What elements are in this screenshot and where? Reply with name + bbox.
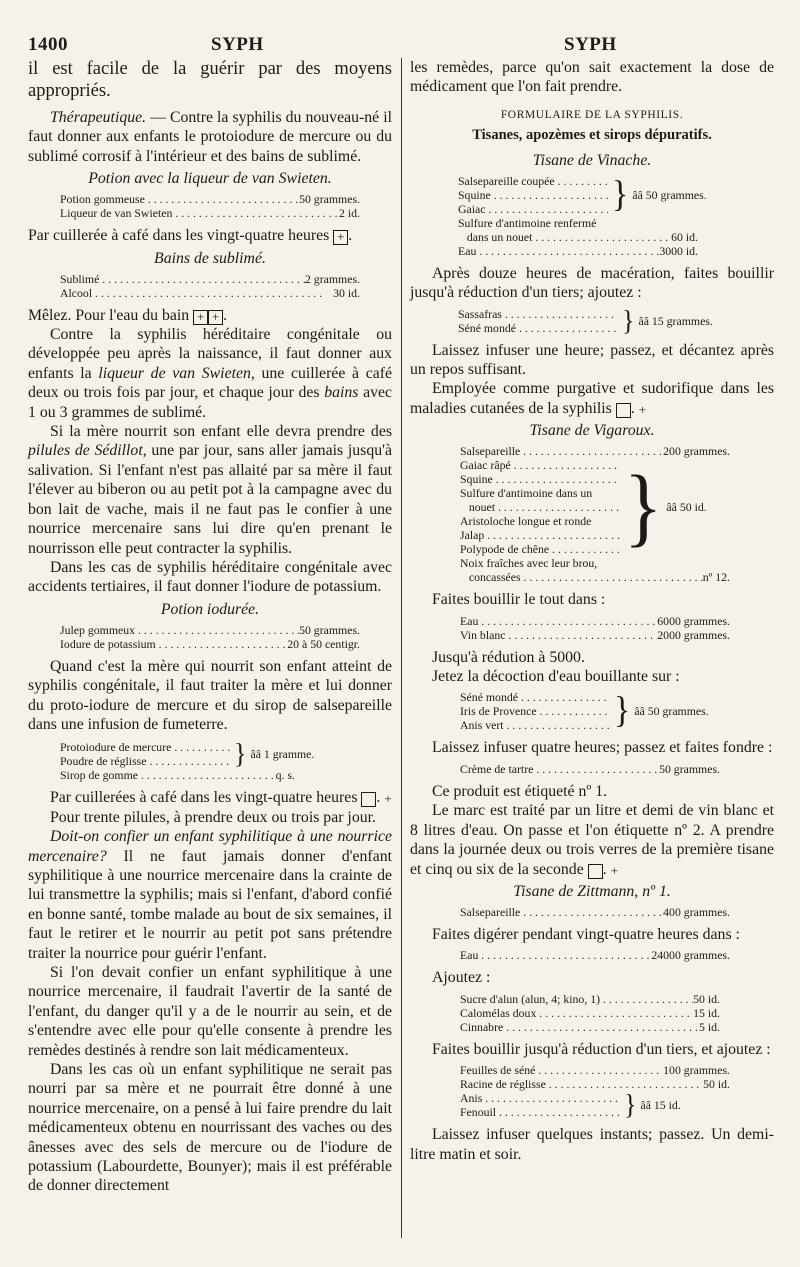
recipe-group [458, 304, 758, 337]
page-number: 1400 [28, 34, 68, 55]
ingredient-name: Sassafras . . . [458, 307, 618, 321]
ingredient-name: Vin blanc . . . [460, 628, 657, 642]
ingredient-qty: ââ 50 id. [666, 500, 707, 515]
ingredient-name: Salsepareille . . . [460, 444, 663, 458]
recipe-group [60, 737, 360, 770]
paragraph [28, 422, 392, 558]
text-run: Contre la syphilis héréditaire congénitale ou développée peu après la naissance, il faut donner aux enfants la [28, 326, 392, 382]
ingredient-qty: 2 id. [339, 206, 360, 221]
text-run: avec 1 ou 3 grammes de sublimé. [28, 384, 393, 421]
paragraph-text: — Contre la syphilis du nouveau-né il faut donner aux enfants le protoiodure de mercure ou du sublimé corrosif à l'intérieur et des bains de sublimé. [28, 109, 392, 165]
right-column [410, 58, 774, 1164]
section-label: Thérapeutique. [50, 109, 147, 126]
recipe-group [458, 174, 718, 216]
recipe-row [460, 992, 720, 1006]
ingredient-qty: 6000 grammes. [657, 613, 730, 628]
ingredient-name: Jalap . . . [460, 528, 620, 542]
recipe-row [460, 905, 730, 919]
recipe-title: Bains de sublimé. [154, 249, 266, 267]
recipe-row [460, 570, 730, 584]
paragraph: Le marc est traité par un litre et demi de vin blanc et 8 litres d'eau. On passe et l'on étiquette nº 2. A prendre dans la journée deux ou trois verres de la première tisane et cinq ou six de la seconde +. [410, 802, 774, 878]
running-header [28, 34, 772, 60]
recipe-row [460, 628, 730, 642]
ingredient-name: Séné mondé . . . [458, 321, 618, 335]
brace: } [624, 458, 663, 556]
ingredient-name: Julep gommeux . . . [60, 623, 299, 637]
ingredient-qty: 24000 grammes. [651, 948, 730, 963]
ingredient-qty: 5 id. [699, 1019, 720, 1034]
ingredient-name: Sublimé . . . [60, 272, 305, 286]
ingredient-name: Sulfure d'antimoine renfermé [458, 215, 597, 230]
paragraph: Dans les cas où un enfant syphilitique ne serait pas nourri par sa mère et ne pourrait être donné à une nourrice mercenaire, on a pensé à lui faire prendre du lait médicamenteux obtenu en nourrissant des vaches ou des ânesses avec des sels de mercure ou de l'iodure de potassium (Labourdette, Bounyer); mais il est préférable de donner directement [28, 1061, 392, 1195]
recipe-row [60, 623, 360, 637]
plus-box-icon: + [361, 792, 376, 807]
ingredient-name: Fenouil . . . [460, 1105, 620, 1119]
paragraph: Jusqu'à rédution à 5000. [432, 648, 585, 666]
recipe-row [458, 202, 608, 216]
recipe-row [60, 768, 295, 782]
ingredient-qty: 100 grammes. [663, 1063, 730, 1078]
ingredient-name: Anis . . . [460, 1091, 620, 1105]
paragraph: Laissez infuser quatre heures; passez et faites fondre : [432, 739, 773, 757]
recipe-row [460, 1105, 620, 1119]
ingredient-qty: 60 id. [671, 229, 698, 244]
recipe-list [458, 304, 758, 337]
recipe-row [458, 307, 618, 321]
recipe-title: Potion avec la liqueur de van Swieten. [88, 170, 332, 188]
recipe-title: Tisane de Vinache. [532, 151, 652, 169]
ingredient-qty: ââ 15 grammes. [638, 313, 713, 328]
paragraph: Après douze heures de macération, faites bouillir jusqu'à réduction d'un tiers; ajoutez : [410, 264, 774, 302]
recipe-row [460, 1006, 720, 1020]
ingredient-qty: q. s. [275, 768, 295, 783]
ingredient-name: Sulfure d'antimoine dans un [460, 486, 593, 501]
recipe-row [60, 272, 360, 286]
paragraph: les remèdes, parce qu'on sait exactement la dose de médicament que l'on fait prendre. [410, 59, 774, 96]
ingredient-name: Squine . . . [460, 472, 620, 486]
ingredient-qty: 50 grammes. [299, 622, 360, 637]
recipe-row [458, 230, 698, 244]
ingredient-qty: 2000 grammes. [657, 627, 730, 642]
recipe-row [460, 500, 620, 514]
paragraph: Employée comme purgative et sudorifique dans les maladies cutanées de la syphilis +. [410, 380, 774, 417]
recipe-row [460, 472, 620, 486]
paragraph: Dans les cas de syphilis héréditaire congénitale avec accidents tertiaires, il faut donner l'iodure de potassium. [28, 558, 392, 596]
paragraph-text: Par cuillerées à café dans les vingt-quatre heures [50, 789, 358, 807]
plus-box-icon: + [333, 230, 348, 245]
brace: } [624, 1088, 637, 1121]
paragraph: Par cuillerées à café dans les vingt-quatre heures +. [50, 789, 392, 807]
ingredient-name: Iodure de potassium . . . [60, 637, 287, 651]
paragraph: Faites digérer pendant vingt-quatre heures dans : [432, 925, 740, 943]
recipe-row [458, 321, 618, 335]
paragraph: il est facile de la guérir par des moyens appropriés. [28, 59, 392, 101]
recipe-row [460, 444, 730, 458]
recipe-row [460, 458, 620, 472]
ingredient-qty: 15 id. [693, 1005, 720, 1020]
recipe-list [460, 762, 720, 776]
ingredient-qty: ââ 1 gramme. [250, 747, 315, 762]
recipe-list [60, 192, 360, 220]
recipe-list [60, 623, 360, 651]
section-heading: FORMULAIRE DE LA SYPHILIS. [500, 108, 684, 121]
ingredient-name: Squine . . . [458, 188, 608, 202]
ingredient-name: Poudre de réglisse . . . [60, 754, 230, 768]
brace: } [612, 173, 629, 215]
ingredient-qty: ââ 50 grammes. [634, 704, 709, 719]
ingredient-qty: 50 grammes. [659, 761, 720, 776]
ingredient-qty: 50 id. [703, 1077, 730, 1092]
recipe-list [460, 1063, 730, 1119]
paragraph [28, 325, 392, 422]
ingredient-qty: 200 grammes. [663, 444, 730, 459]
recipe-row [60, 206, 360, 220]
text-run: , une par jour, sans aller jamais jusqu'à salivation. Si l'enfant n'est pas allaité par sa mère il faut l'élever au biberon ou au petit pot à la campagne avec du bon lait de vache, mais il ne faut pas le confier à une nourrice mercenaire sans lui dire qu'en prenant le nourrisson elle peut contracter la syphilis. [28, 442, 392, 557]
ingredient-name: Gaiac râpé . . . [460, 458, 620, 472]
ingredient-name: Salsepareille . . . [460, 905, 663, 919]
ingredient-qty: nº 12. [702, 570, 730, 585]
ingredient-name: Noix fraîches avec leur brou, [460, 556, 598, 571]
recipe-row [460, 1077, 730, 1091]
section-label: Doit-on confier un enfant syphilitique à une nourrice mercenaire? [28, 828, 392, 865]
paragraph: Faites bouillir jusqu'à réduction d'un tiers, et ajoutez : [432, 1040, 771, 1058]
ingredient-name: Sirop de gomme . . . [60, 768, 276, 782]
paragraph-text: Le marc est traité par un litre et demi de vin blanc et 8 litres d'eau. On passe et l'on étiquette nº 2. A prendre dans la journée deux ou trois verres de la première tisane et cinq ou six de la seconde [410, 802, 774, 878]
ingredient-qty: 2 grammes. [304, 271, 360, 286]
ingredient-name: Cinnabre . . . [460, 1020, 699, 1034]
ingredient-name: Anis vert . . . [460, 718, 610, 732]
column-divider [401, 58, 402, 1238]
left-running-title: SYPH [211, 34, 264, 55]
recipe-list [60, 737, 360, 783]
recipe-row [460, 528, 620, 542]
paragraph: Si l'on devait confier un enfant syphilitique à une nourrice mercenaire, il faudrait l'avertir de la santé de l'enfant, du danger qu'il y a de le nourrir au sein, et de s'entendre avec elle pour qu'elle consente à prendre les remèdes destinés à rendre son lait médicamenteux. [28, 964, 392, 1059]
ingredient-name: Polypode de chêne . . . [460, 542, 620, 556]
paragraph: Pour trente pilules, à prendre deux ou trois par jour. [50, 808, 376, 826]
ingredient-name: Iris de Provence . . . [460, 704, 610, 718]
brace: } [234, 737, 247, 770]
subsection-heading: Tisanes, apozèmes et sirops dépuratifs. [472, 126, 712, 143]
recipe-list [460, 444, 730, 584]
ingredient-qty: 30 id. [333, 285, 360, 300]
paragraph-text: Par cuillerée à café dans les vingt-quatre heures [28, 227, 330, 245]
ingredient-name: Liqueur de van Swieten . . . [60, 206, 339, 220]
ingredient-name: Racine de réglisse . . . [460, 1077, 703, 1091]
ingredient-name: dans un nouet . . . [458, 230, 671, 244]
recipe-title: Potion iodurée. [160, 600, 260, 618]
ingredient-name: Aristoloche longue et ronde [460, 514, 592, 529]
paragraph-text: Mêlez. Pour l'eau du bain [28, 306, 190, 324]
ingredient-qty: ââ 15 id. [640, 1098, 681, 1113]
paragraph: Ce produit est étiqueté nº 1. [432, 782, 608, 800]
plus-box-icon: + [588, 864, 603, 879]
recipe-row [460, 704, 610, 718]
ingredient-name: Alcool . . . [60, 286, 333, 300]
ingredient-name: Crème de tartre . . . [460, 762, 659, 776]
paragraph: Laissez infuser une heure; passez, et décantez après un repos suffisant. [410, 341, 774, 379]
recipe-row [458, 174, 608, 188]
recipe-list [460, 690, 760, 732]
recipe-row [460, 948, 730, 962]
ingredient-name: nouet . . . [460, 500, 620, 514]
ingredient-qty: 20 à 50 centigr. [287, 636, 360, 651]
recipe-row [460, 1091, 620, 1105]
recipe-row [60, 740, 230, 754]
ingredient-name: Eau . . . [458, 244, 659, 258]
recipe-list [460, 614, 730, 642]
ingredient-name: Calomélas doux . . . [460, 1006, 693, 1020]
recipe-row [458, 244, 698, 258]
paragraph: Quand c'est la mère qui nourrit son enfant atteint de syphilis congénitale, il faut traiter la mère et lui donner du proto-iodure de mercure et du sirop de salsepareille dans une infusion de fumeterre. [28, 657, 392, 733]
brace: } [614, 690, 631, 732]
ingredient-name: Eau . . . [460, 948, 651, 962]
ingredient-qty: 50 grammes. [299, 192, 360, 207]
recipe-list [460, 992, 720, 1034]
brace: } [622, 304, 635, 337]
ingredient-name: Sucre d'alun (alun, 4; kino, 1) . . . [460, 992, 693, 1006]
recipe-row [460, 690, 610, 704]
recipe-list [458, 174, 718, 258]
plus-box-icon: + [193, 310, 208, 325]
ingredient-name: Protoiodure de mercure . . . [60, 740, 230, 754]
recipe-row [60, 754, 230, 768]
text-run: Si la mère nourrit son enfant elle devra prendre des [50, 423, 392, 441]
recipe-row [60, 637, 360, 651]
recipe-group [460, 1088, 730, 1121]
plus-box-icon: + [208, 310, 223, 325]
plus-box-icon: + [616, 403, 631, 418]
text-run-italic: pilules de Sédillot [28, 442, 143, 460]
paragraph: Ajoutez : [432, 969, 491, 987]
recipe-row [458, 188, 608, 202]
recipe-title: Tisane de Zittmann, nº 1. [513, 882, 671, 900]
paragraph-text: Employée comme purgative et sudorifique dans les maladies cutanées de la syphilis [410, 380, 774, 417]
text-run-italic: liqueur de van Swieten [98, 364, 251, 382]
ingredient-qty: 3000 id. [659, 243, 698, 258]
recipe-row [460, 542, 620, 556]
recipe-list [460, 905, 730, 919]
ingredient-name: Gaiac . . . [458, 202, 608, 216]
recipe-list [60, 272, 360, 300]
ingredient-name: concassées . . . [460, 570, 703, 584]
ingredient-name: Potion gommeuse . . . [60, 192, 299, 206]
ingredient-name: Séné mondé . . . [460, 690, 610, 704]
ingredient-name: Salsepareille coupée . . . [458, 174, 608, 188]
ingredient-name: Eau . . . [460, 614, 657, 628]
text-run: , une cuillerée à café deux ou trois fois par jour, et chaque jour des [28, 364, 392, 402]
text-run-italic: bains [324, 384, 359, 402]
paragraph: Faites bouillir le tout dans : [432, 591, 606, 609]
ingredient-qty: 400 grammes. [663, 904, 730, 919]
recipe-row [460, 762, 720, 776]
right-running-title: SYPH [564, 34, 617, 55]
recipe-row [460, 1063, 730, 1077]
paragraph: Jetez la décoction d'eau bouillante sur : [432, 668, 680, 686]
paragraph: Par cuillerée à café dans les vingt-quatre heures + . [28, 227, 353, 245]
paragraph-text: Il ne faut jamais donner d'enfant syphilitique à une nourrice mercenaire dans la crainte de lui transmettre la syphilis; mais si l'enfant, d'abord confié en bonne santé, tombe malade au bout de six semaines, il faut le retirer et le nourrir au petit pot sans prétendre traiter la nourrice pour guérir l'enfant. [28, 847, 392, 962]
recipe-row [460, 1020, 720, 1034]
recipe-row [460, 718, 610, 732]
ingredient-qty: 50 id. [693, 991, 720, 1006]
paragraph [28, 827, 392, 963]
paragraph: Mêlez. Pour l'eau du bain + + . [28, 306, 228, 324]
ingredient-name: Feuilles de séné . . . [460, 1063, 663, 1077]
paragraph-therapeutique [28, 108, 392, 166]
recipe-list [460, 948, 730, 962]
recipe-group [460, 690, 760, 732]
paragraph: Laissez infuser quelques instants; passez. Un demi-litre matin et soir. [410, 1126, 774, 1163]
recipe-group [460, 458, 730, 556]
ingredient-qty: ââ 50 grammes. [632, 187, 707, 202]
left-column [28, 58, 392, 1196]
recipe-row [60, 286, 360, 300]
recipe-row [60, 192, 360, 206]
recipe-title: Tisane de Vigaroux. [529, 422, 655, 440]
recipe-row [460, 614, 730, 628]
